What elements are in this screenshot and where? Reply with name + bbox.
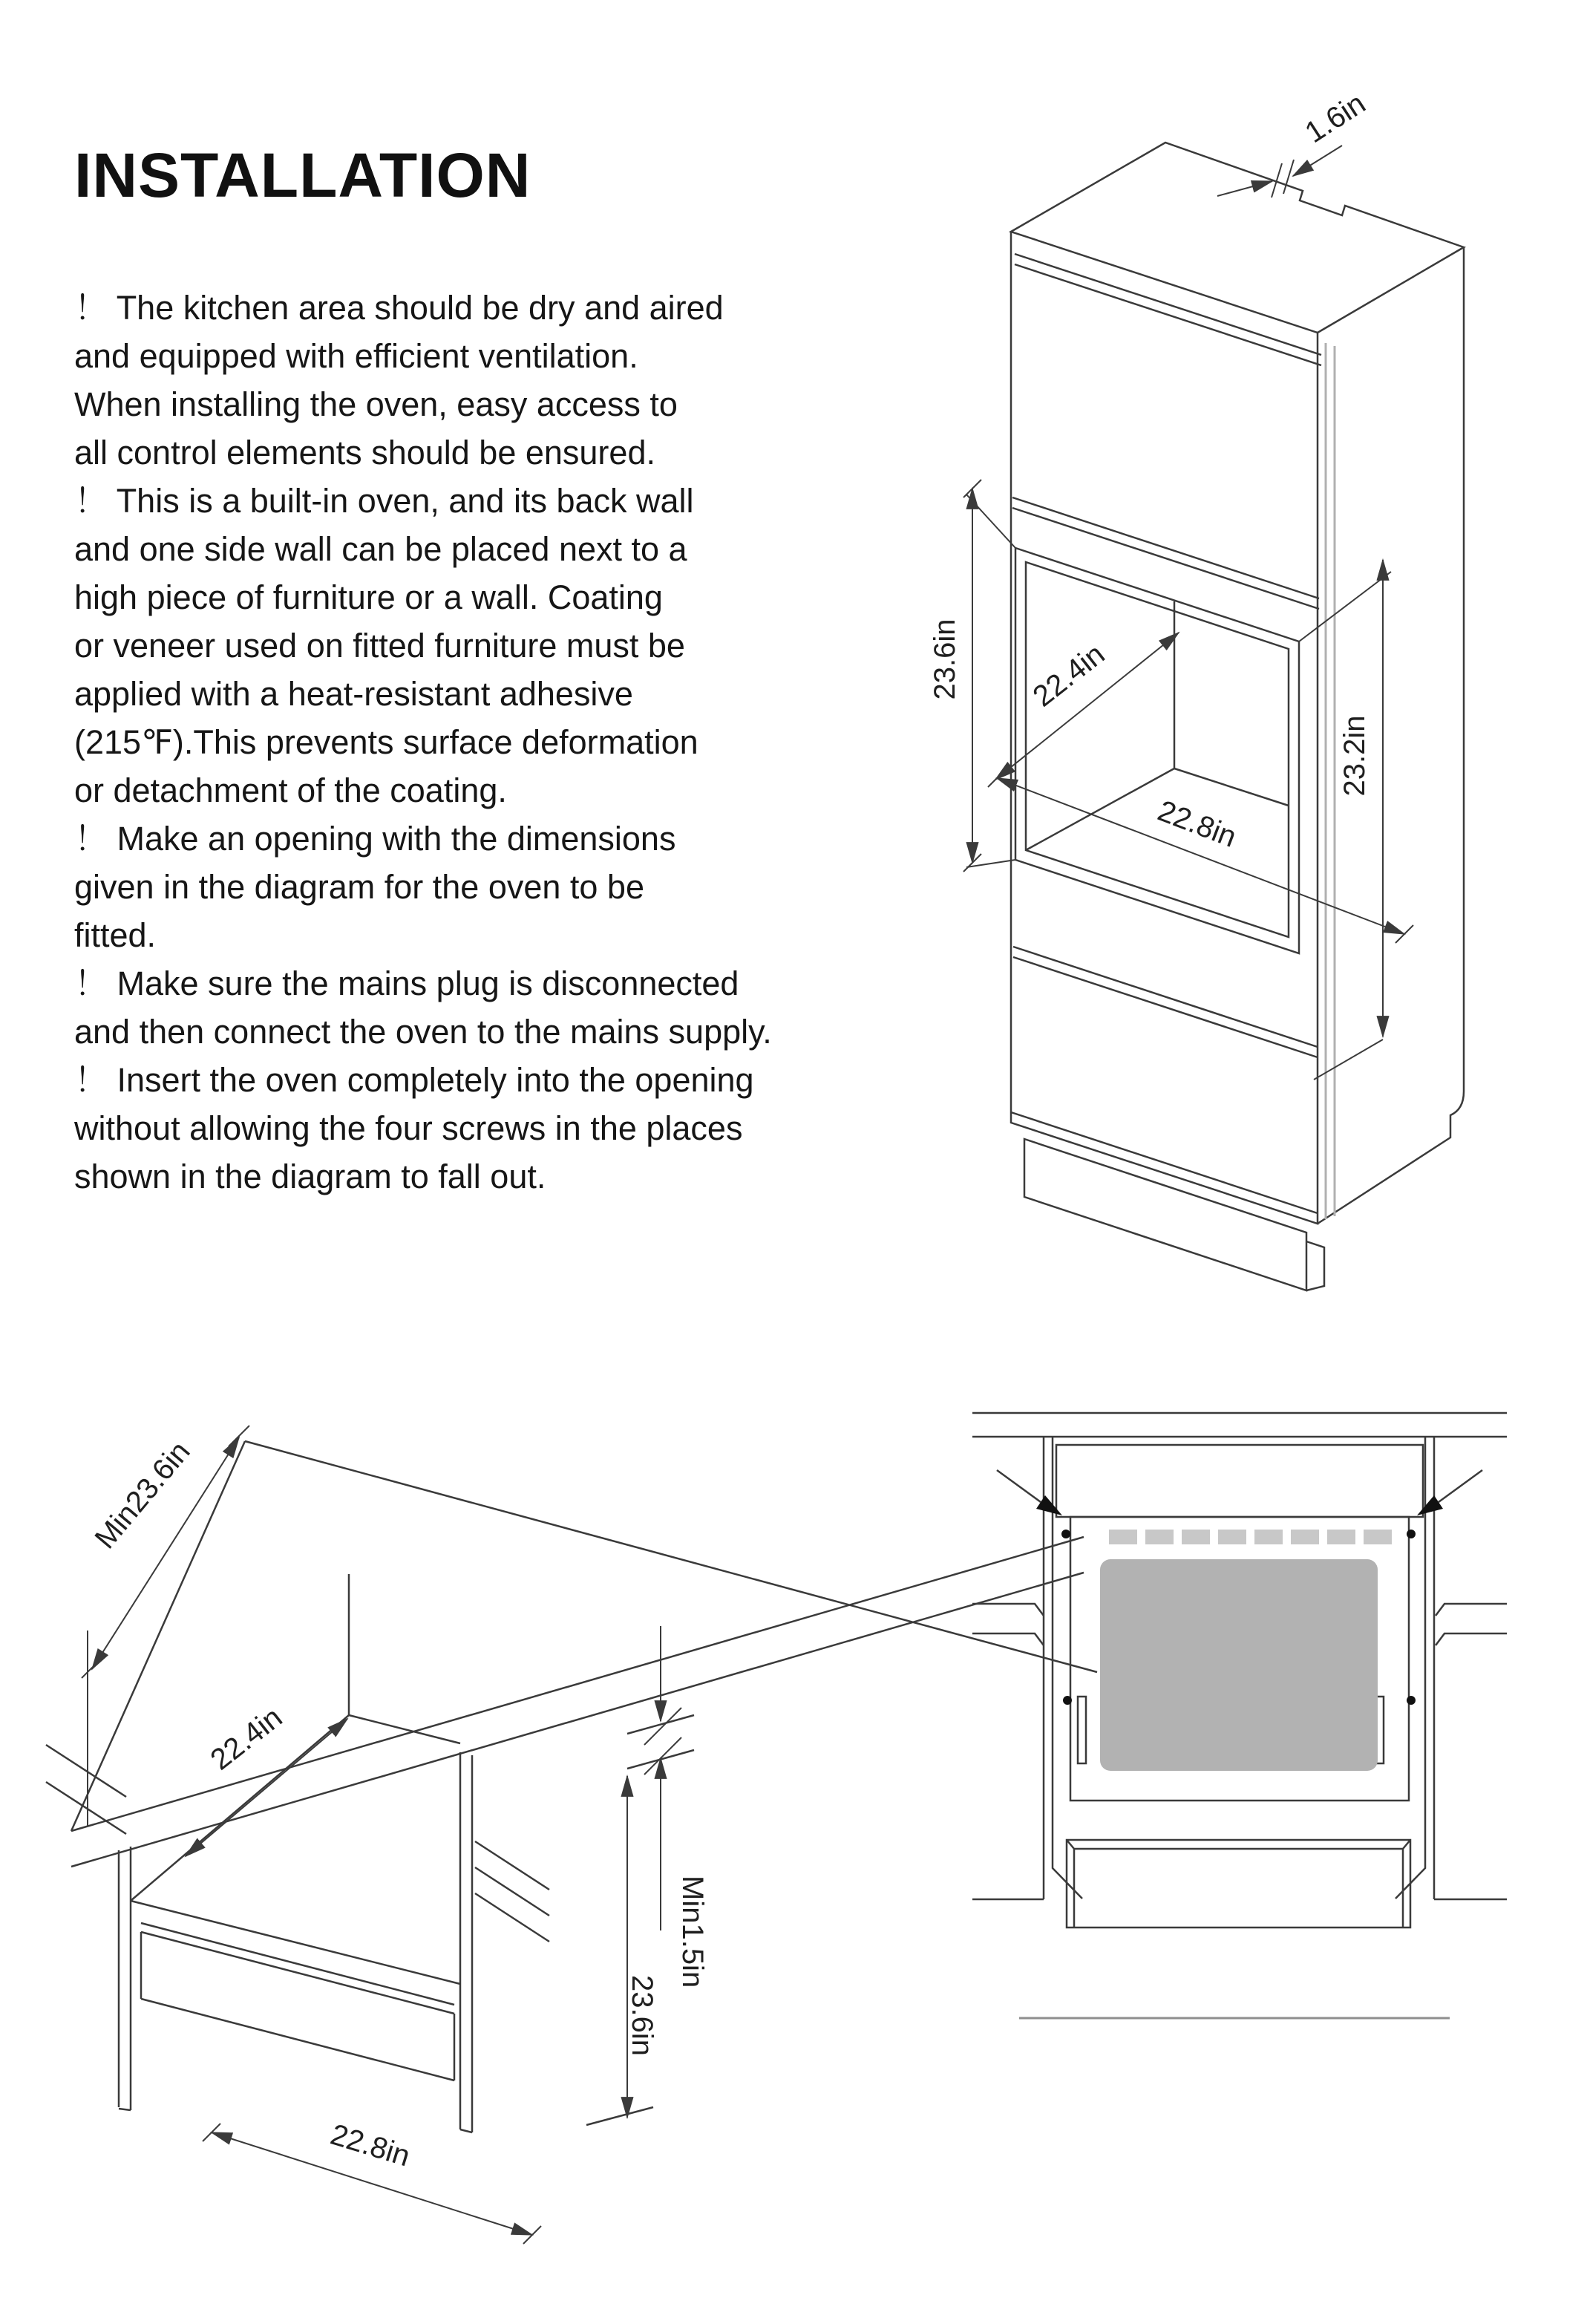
page-title: INSTALLATION: [74, 140, 531, 210]
instruction-line: and then connect the oven to the mains supply.: [74, 1013, 772, 1051]
instruction-line: without allowing the four screws in the places: [74, 1109, 743, 1147]
dimensions: [82, 1426, 681, 2244]
dim-depth-label: 22.4in: [1027, 637, 1111, 714]
front-view-diagram: [958, 1403, 1514, 2042]
tall-cabinet-diagram: [920, 82, 1574, 1329]
dim-depth-label: 22.4in: [204, 1700, 289, 1777]
instruction-line: or detachment of the coating.: [74, 771, 507, 809]
dim-width-label: 22.8in: [1153, 794, 1241, 854]
dim-top-gap-label: 1.6in: [1299, 87, 1372, 150]
dim-height-label: 23.6in: [626, 1975, 658, 2056]
instruction-line: and one side wall can be placed next to a: [74, 530, 687, 568]
instruction-line: applied with a heat-resistant adhesive: [74, 675, 633, 713]
dim-height-left-label: 23.6in: [929, 618, 961, 700]
instruction-line: ！ Insert the oven completely into the opening: [74, 1061, 754, 1099]
instruction-line: given in the diagram for the oven to be: [74, 868, 644, 906]
dim-gap-label: Min1.5in: [676, 1876, 709, 1988]
instruction-line: high piece of furniture or a wall. Coating: [74, 578, 663, 616]
counter-outline: [46, 1441, 1097, 2132]
instruction-line: ！ Make an opening with the dimensions: [74, 820, 676, 858]
instruction-line: (215℉).This prevents surface deformation: [74, 723, 698, 761]
instruction-line: When installing the oven, easy access to: [74, 385, 678, 423]
dimensions: [963, 146, 1413, 1080]
instruction-line: ！ Make sure the mains plug is disconnected: [74, 964, 739, 1002]
instruction-line: shown in the diagram to fall out.: [74, 1158, 546, 1195]
instruction-line: and equipped with efficient ventilation.: [74, 337, 638, 375]
screw-pointer-arrows: [997, 1470, 1482, 1515]
instruction-line: all control elements should be ensured.: [74, 434, 655, 471]
instruction-line: or veneer used on fitted furniture must be: [74, 627, 685, 665]
instruction-line: ！ This is a built-in oven, and its back wall: [74, 482, 694, 520]
dim-height-right-label: 23.2in: [1338, 715, 1371, 797]
dim-width-label: 22.8in: [327, 2118, 414, 2173]
instructions-text: [74, 284, 935, 1201]
vent-slots: [1109, 1530, 1392, 1544]
instruction-line: ！ The kitchen area should be dry and aired: [74, 289, 724, 327]
instruction-line: fitted.: [74, 916, 157, 954]
cabinet-outline: [1011, 143, 1464, 1290]
dim-counter-depth-label: Min23.6in: [88, 1435, 197, 1556]
oven-door-glass: [1100, 1559, 1378, 1771]
door-shadow-lines: [1326, 343, 1335, 1219]
